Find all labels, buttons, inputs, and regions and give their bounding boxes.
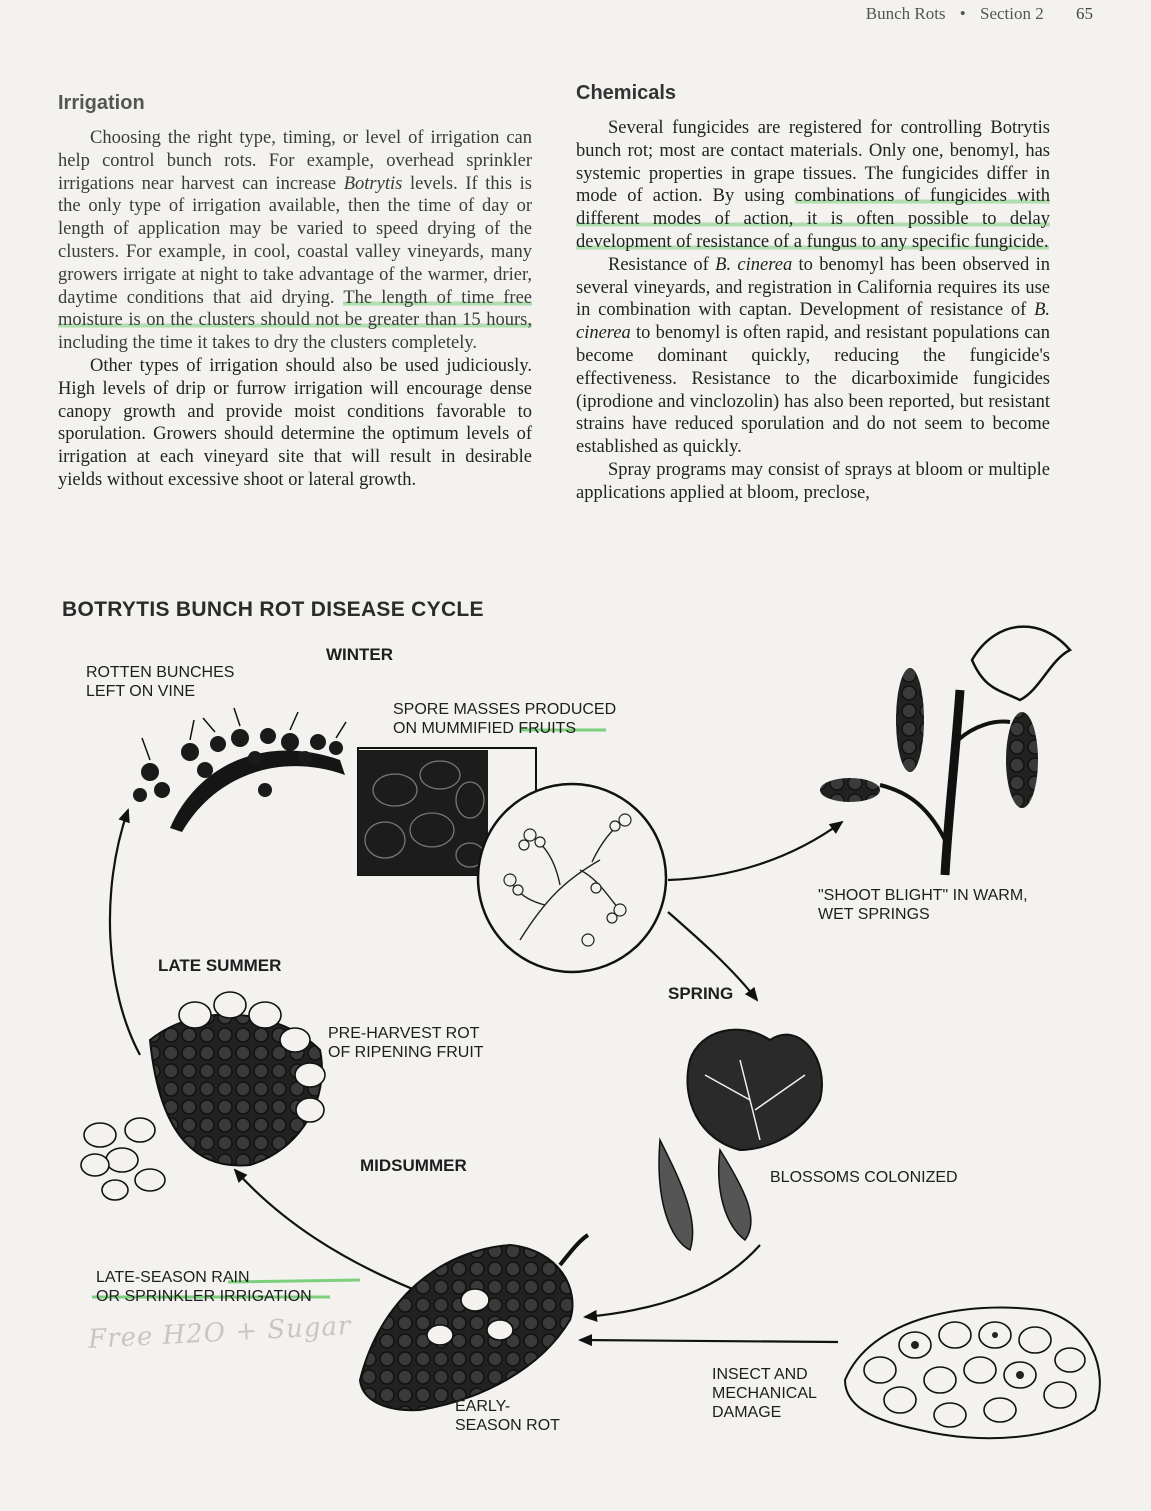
- season-spring: SPRING: [668, 984, 734, 1003]
- label-line: WET SPRINGS: [818, 906, 930, 923]
- figure-title: BOTRYTIS BUNCH ROT DISEASE CYCLE: [62, 598, 484, 621]
- label-line: DAMAGE: [712, 1404, 782, 1421]
- label-line: ROTTEN BUNCHES: [86, 664, 235, 681]
- text-run: to benomyl has been observed in several vineyards, and registration in California requires its use in combination with captan. Development of resistance of: [576, 254, 1050, 321]
- blossoms-illustration: [659, 1030, 822, 1250]
- label-line: SPORE MASSES PRODUCED: [393, 701, 617, 718]
- label-pre-harvest-rot: [328, 1024, 484, 1062]
- arrow-preharvest-to-winter: [110, 810, 140, 1055]
- chemicals-paragraph-3: Spray programs may consist of sprays at bloom or multiple applications applied at bloom, preclose,: [576, 459, 1050, 503]
- irrigation-heading: Irrigation: [58, 92, 145, 114]
- text-run: Several fungicides are registered for controlling Botrytis bunch rot; most are contact materials. Only one, benomyl, has systemic properties in grape tissues. The fungicides differ in mode of action. By using: [576, 118, 1050, 207]
- season-winter: WINTER: [326, 645, 394, 664]
- text-run: Choosing the right type, timing, or level of irrigation can help control bunch rots. For example, overhead sprinkler irrigations near harvest can increase: [58, 128, 532, 194]
- rotten-bunches-illustration: [133, 708, 346, 832]
- text-run: to benomyl is often rapid, and resistant populations can become dominant quickly, reducing the fungicide's effectiveness. Resistance to the dicarboximide fungicides (iprodione and vinclozolin) has also been reported, but resistant strains have reduced sporulation and do not seem to become established as quickly.: [576, 323, 1050, 458]
- label-shoot-blight: [818, 886, 1028, 924]
- header-bullet: •: [959, 4, 966, 23]
- early-rot-cluster-illustration: [360, 1235, 588, 1410]
- label-rotten-bunches: [86, 663, 234, 701]
- label-early-season-rot: [455, 1397, 560, 1435]
- label-line: LATE-SEASON RAIN: [96, 1269, 250, 1286]
- section-label: Section 2: [980, 4, 1044, 23]
- insect-damage-cluster-illustration: [845, 1308, 1100, 1439]
- arrow-insect-to-early-rot: [580, 1340, 838, 1342]
- irrigation-paragraph-2: Other types of irrigation should also be used judiciously. High levels of drip or furrow irrigation will encourage dense canopy growth and provide moist conditions favorable to sporulation. Growers should determine the optimum levels of irrigation at each vineyard site that will result in desirable yields without excessive shoot or lateral growth.: [58, 355, 532, 490]
- italic-genus: Botrytis: [343, 173, 403, 194]
- label-late-season-rain: [96, 1268, 312, 1306]
- label-blossoms-colonized: BLOSSOMS COLONIZED: [770, 1169, 958, 1186]
- season-midsummer: MIDSUMMER: [360, 1156, 467, 1175]
- text-run: Resistance of: [608, 254, 716, 275]
- label-line: EARLY-: [455, 1398, 511, 1415]
- label-line: ON MUMMIFIED FRUITS: [393, 720, 577, 737]
- preharvest-cluster-illustration: [81, 992, 325, 1200]
- label-spore-masses: [393, 700, 616, 738]
- label-insect-damage: [712, 1365, 817, 1422]
- label-line: LEFT ON VINE: [86, 683, 196, 700]
- shoot-blight-illustration: [820, 627, 1070, 875]
- label-line: "SHOOT BLIGHT" IN WARM,: [818, 887, 1028, 904]
- label-line: MECHANICAL: [712, 1385, 817, 1402]
- label-line: PRE-HARVEST ROT: [328, 1025, 480, 1042]
- italic-species: B. cinerea: [715, 254, 793, 275]
- magnified-spores-illustration: [478, 784, 666, 972]
- italic-species: B. cinerea: [576, 300, 1050, 344]
- season-late-summer: LATE SUMMER: [158, 956, 282, 975]
- highlighted-text: The length of time free moisture is on the clusters should not be greater than 15 hours,: [58, 287, 532, 331]
- page-number: 65: [1076, 4, 1093, 23]
- arrow-blossoms-to-early-rot: [585, 1245, 760, 1317]
- text-run: including the time it takes to dry the clusters completely.: [58, 333, 478, 354]
- label-line: OR SPRINKLER IRRIGATION: [96, 1288, 312, 1305]
- chemicals-heading: Chemicals: [576, 82, 677, 104]
- text-run: levels. If this is the only type of irrigation available, then the time of day or length of application may be varied to speed drying of the clusters. For example, in cool, coastal valley vineyards, many growers irrigate at night to take advantage of the warmer, drier, daytime conditions that aid drying.: [58, 173, 532, 308]
- handwritten-note: Free H2O + Sugar: [87, 1311, 353, 1355]
- highlighted-text: combinations of fungicides with different modes of action, it is often possible to delay development of resistance of a fungus to any specific fungicide.: [576, 186, 1050, 252]
- arrow-winter-to-shoot-blight: [668, 822, 842, 880]
- label-line: INSECT AND: [712, 1366, 808, 1383]
- label-line: OF RIPENING FRUIT: [328, 1044, 484, 1061]
- label-line: SEASON ROT: [455, 1417, 560, 1434]
- running-title: Bunch Rots: [865, 4, 946, 23]
